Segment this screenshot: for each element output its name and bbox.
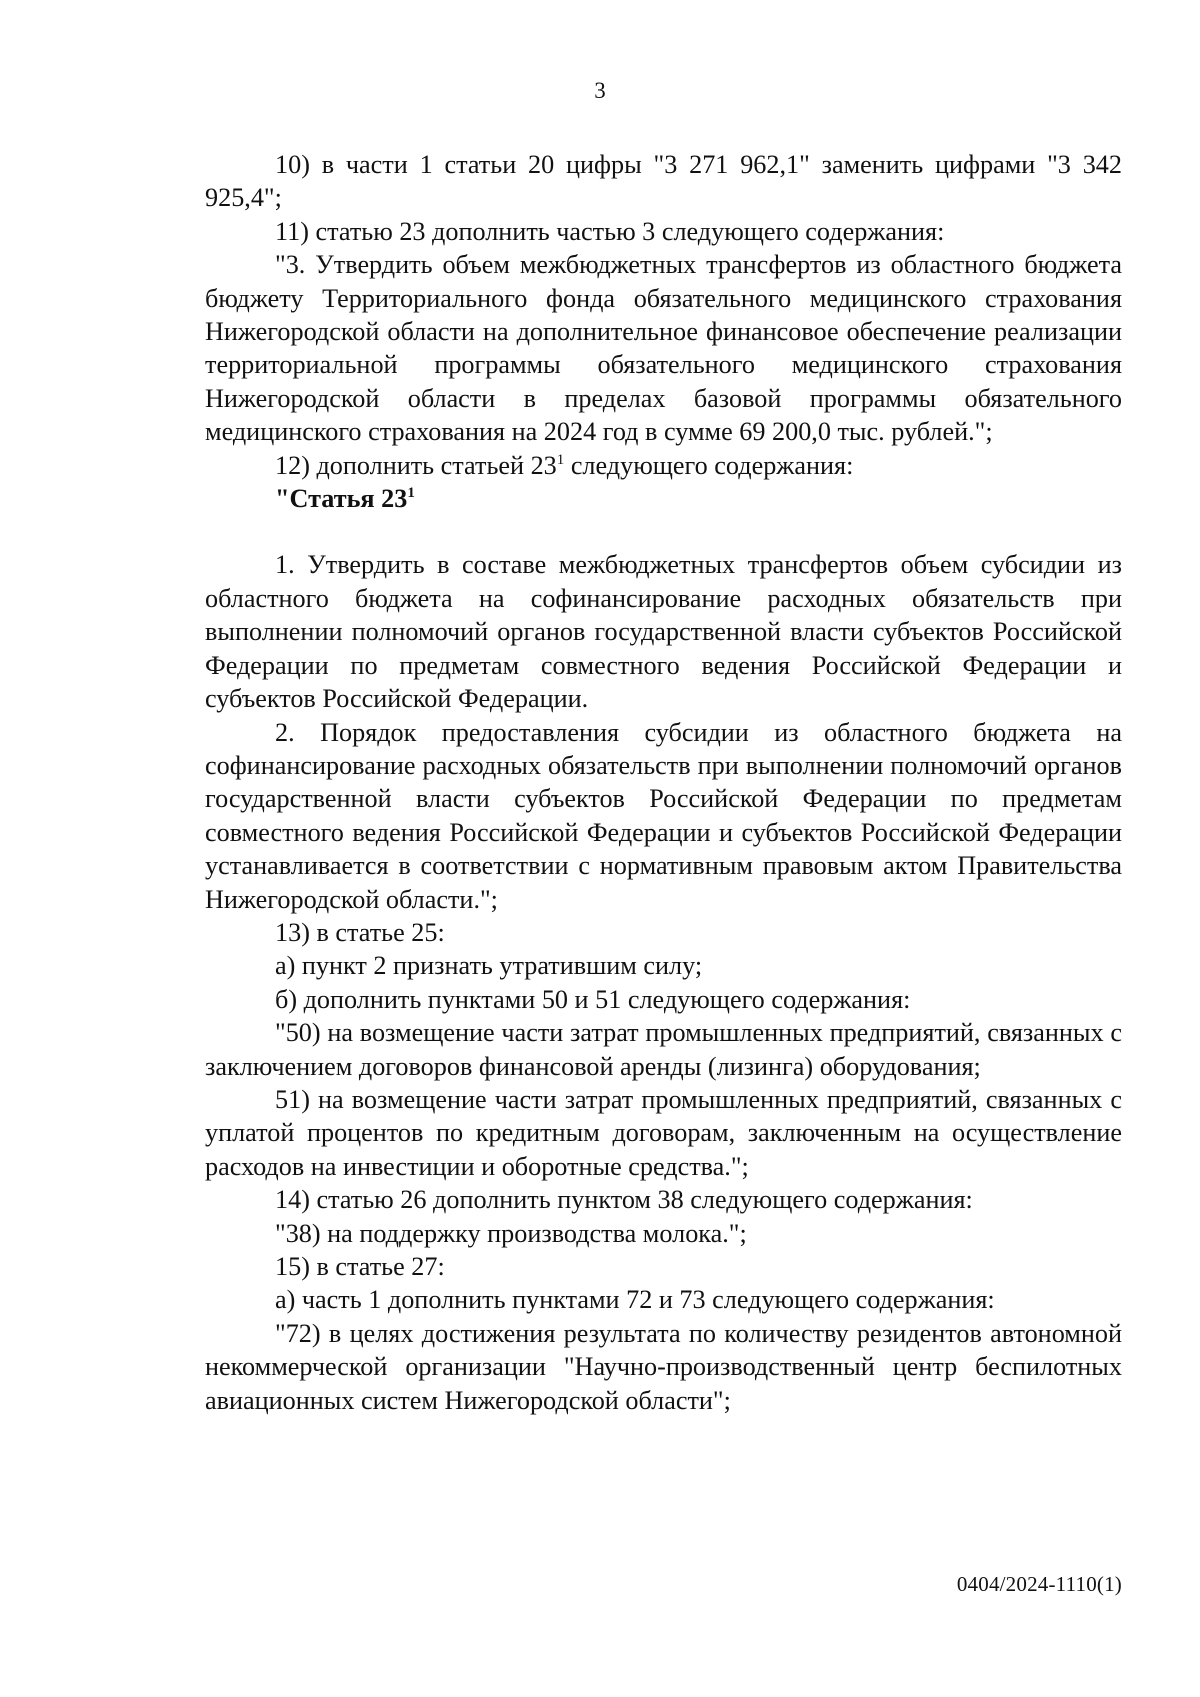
paragraph-point-51: 51) на возмещение части затрат промышленных предприятий, связанных с уплатой процентов по кредитным договорам, заключенным на осуществление расходов на инвестиции и оборотные средства."; [205, 1084, 1122, 1181]
blank-line [205, 515, 1122, 548]
paragraph-item-13: 13) в статье 25: [275, 917, 445, 947]
paragraph-item-12 [205, 449, 1122, 482]
paragraph-item-13-b: б) дополнить пунктами 50 и 51 следующего содержания: [275, 984, 911, 1014]
item-12-tail: следующего содержания: [564, 450, 854, 480]
article-heading [205, 482, 1122, 515]
article-point-2: 2. Порядок предоставления субсидии из областного бюджета на софинансирование расходных обязательств при выполнении полномочий органов государственной власти субъектов Российской Федерации по предметам совместного ведения Российской Федерации и субъектов Российской Федерации устанавливается в соответствии с нормативным правовым актом Правительства Нижегородской области."; [205, 717, 1122, 914]
page-number: 3 [594, 78, 606, 103]
paragraph-point-72: "72) в целях достижения результата по количеству резидентов автономной некоммерческой организации "Научно-производственный центр беспилотных авиационных систем Нижегородской области"; [205, 1318, 1122, 1415]
paragraph-item-15-a: а) часть 1 дополнить пунктами 72 и 73 следующего содержания: [275, 1285, 995, 1315]
article-heading-superscript: 1 [407, 485, 415, 502]
item-12-text: 12) дополнить статьей 23 [275, 450, 557, 480]
paragraph-item-11: 11) статью 23 дополнить частью 3 следующего содержания: [275, 216, 945, 246]
paragraph-item-13-a: а) пункт 2 признать утратившим силу; [275, 951, 703, 981]
paragraph-item-15: 15) в статье 27: [275, 1252, 445, 1281]
paragraph-item-14: 14) статью 26 дополнить пунктом 38 следующего содержания: [275, 1185, 973, 1215]
document-body [205, 148, 1122, 1417]
paragraph-item-10: 10) в части 1 статьи 20 цифры "3 271 962,1" заменить цифрами "3 342 925,4"; [205, 150, 1122, 213]
article-heading-text: "Статья 23 [275, 484, 408, 514]
document-code: 0404/2024-1110(1) [956, 1572, 1122, 1596]
article-point-1: 1. Утвердить в составе межбюджетных трансфертов объем субсидии из областного бюджета на софинансирование расходных обязательств при выполнении полномочий органов государственной власти субъектов Российской Федерации по предметам совместного ведения Российской Федерации и субъектов Российской Федерации. [205, 550, 1122, 714]
paragraph-point-38: "38) на поддержку производства молока."; [275, 1218, 747, 1248]
item-12-superscript: 1 [556, 451, 565, 468]
paragraph-point-50: "50) на возмещение части затрат промышленных предприятий, связанных с заключением договоров финансовой аренды (лизинга) оборудования; [205, 1018, 1122, 1081]
paragraph-part-3-text: "3. Утвердить объем межбюджетных трансфертов из областного бюджета бюджету Территориального фонда обязательного медицинского страхования Нижегородской области на дополнительное финансовое обеспечение реализации территориальной программы обязательного медицинского страхования Нижегородской области в пределах базовой программы обязательного медицинского страхования на 2024 год в сумме 69 200,0 тыс. рублей."; [205, 250, 1122, 447]
